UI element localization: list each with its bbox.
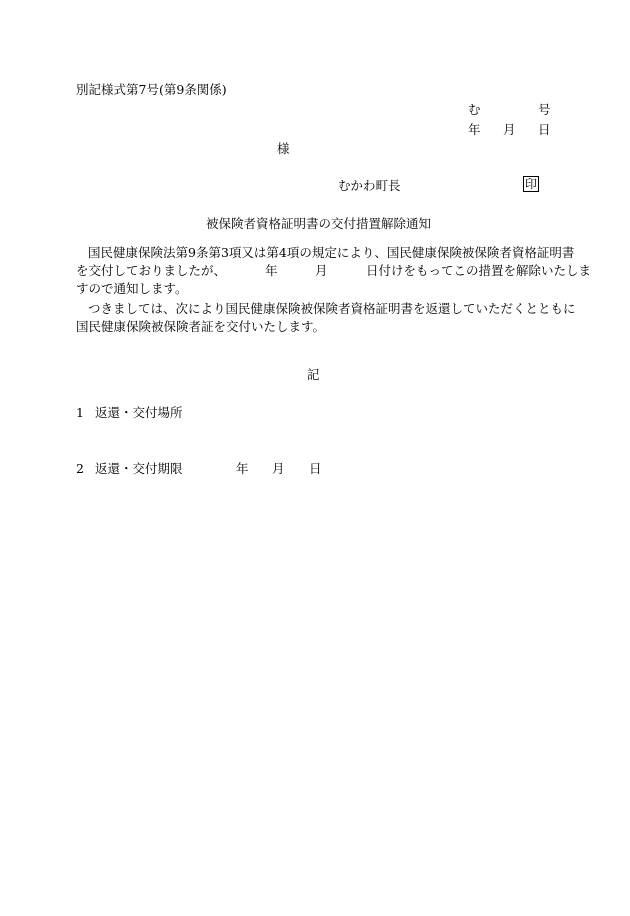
- body-paragraph1-line2-month: 月: [315, 263, 328, 278]
- ki-heading: 記: [307, 367, 320, 382]
- issuer-name: むかわ町長: [338, 178, 401, 193]
- form-label: 別記様式第7号(第9条関係): [76, 82, 227, 97]
- document-number-suffix: 号: [538, 102, 551, 117]
- body-paragraph2-line2: 国民健康保険被保険者証を交付いたします。: [76, 319, 326, 334]
- item-deadline-month: 月: [272, 461, 285, 476]
- body-paragraph1-line2-a: を交付しておりましたが、: [76, 263, 227, 278]
- item-deadline-year: 年: [236, 461, 249, 476]
- document-title: 被保険者資格証明書の交付措置解除通知: [206, 216, 432, 231]
- item-number: 2: [76, 461, 84, 476]
- item-label: 返還・交付場所: [95, 405, 183, 420]
- seal-label: 印: [524, 177, 537, 191]
- body-paragraph1-line2-b: 日付けをもってこの措置を解除いたしま: [366, 263, 592, 278]
- body-paragraph1-line3: すので通知します。: [76, 281, 188, 296]
- date-day: 日: [538, 122, 551, 137]
- item-number: 1: [76, 405, 84, 420]
- body-paragraph2-line1: つきましては、次により国民健康保険被保険者資格証明書を返還していただくとともに: [88, 301, 576, 316]
- date-month: 月: [503, 122, 516, 137]
- item-label: 返還・交付期限: [95, 461, 183, 476]
- body-paragraph1-line1: 国民健康保険法第9条第3項又は第4項の規定により、国民健康保険被保険者資格証明書: [88, 245, 575, 260]
- date-year: 年: [468, 122, 481, 137]
- document-number-prefix: む: [468, 102, 481, 117]
- body-paragraph1-line2-year: 年: [265, 263, 278, 278]
- recipient-suffix: 様: [277, 141, 290, 156]
- seal-stamp-box: [523, 176, 539, 192]
- item-deadline-day: 日: [309, 461, 322, 476]
